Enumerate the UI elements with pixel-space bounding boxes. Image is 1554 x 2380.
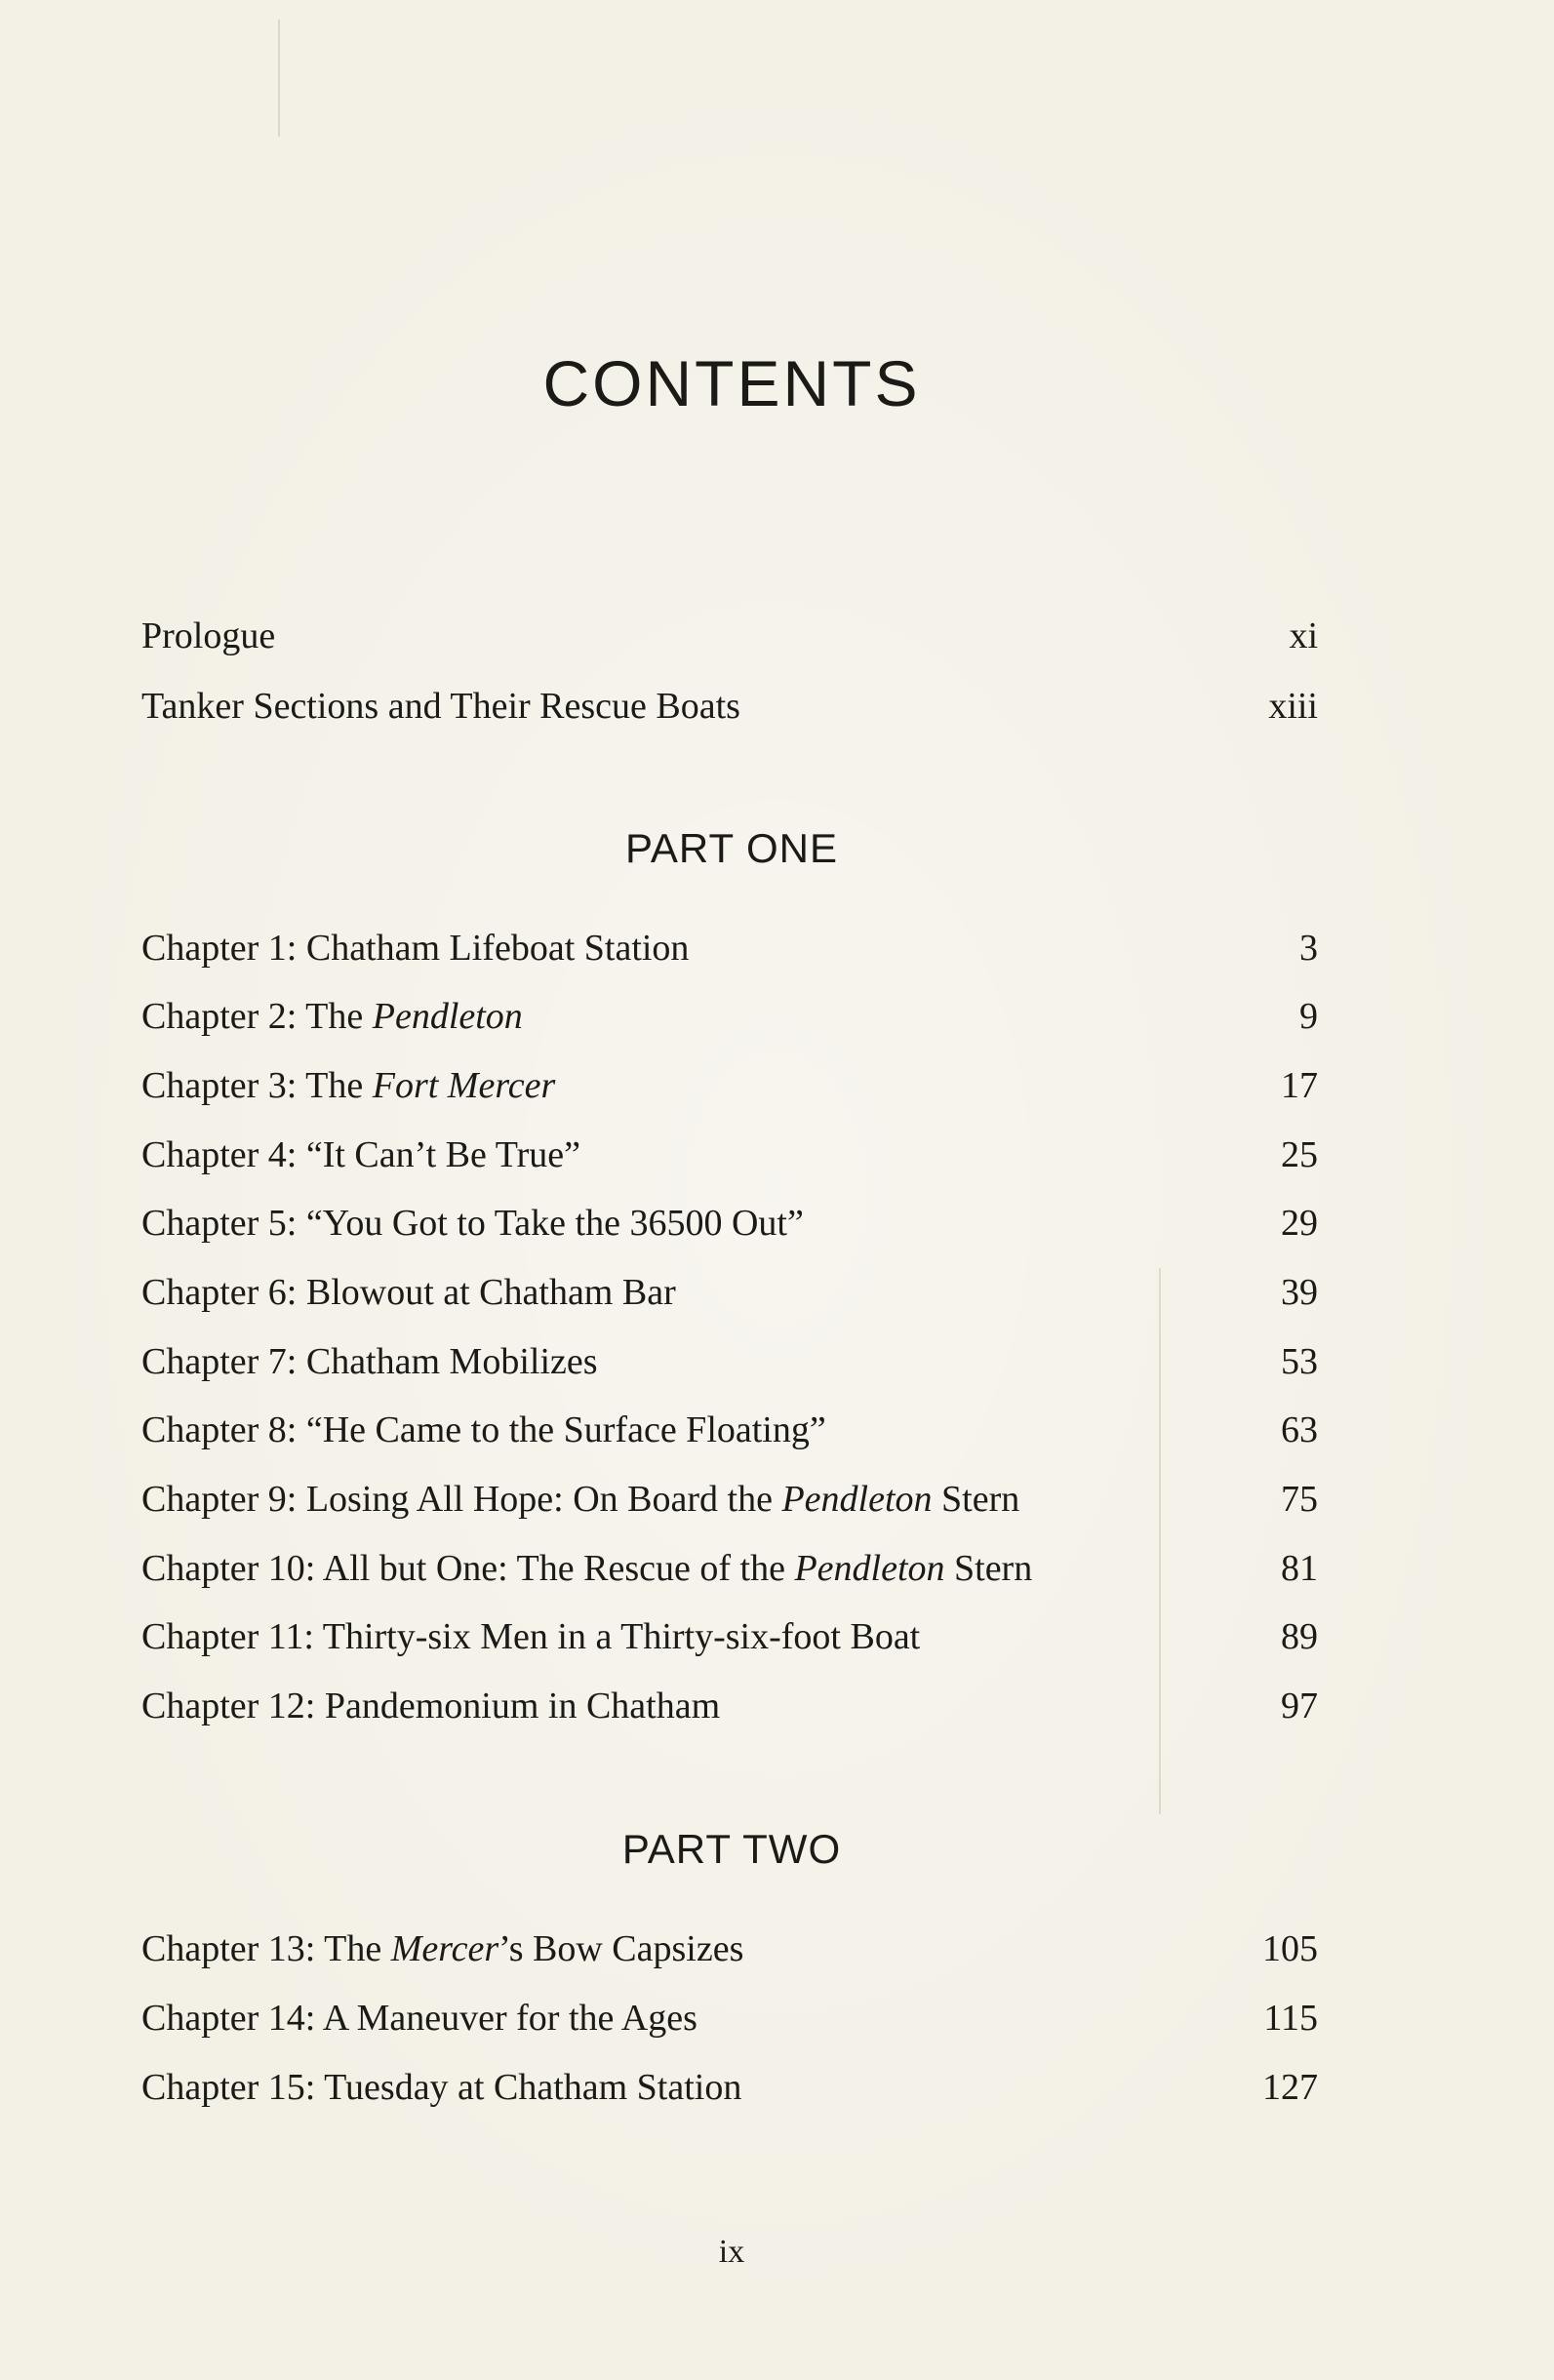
toc-entry-chapter-2 — [141, 987, 1318, 1046]
toc-entry-page: xiii — [1268, 686, 1318, 727]
toc-entry-title: Prologue — [141, 615, 276, 656]
toc-entry-page: 17 — [1281, 1065, 1318, 1106]
toc-entry-page: 97 — [1281, 1686, 1318, 1726]
toc-entry-title: Chapter 6: Blowout at Chatham Bar — [141, 1272, 676, 1313]
toc-entry-page: 3 — [1299, 928, 1318, 969]
toc-entry-chapter-5 — [141, 1194, 1318, 1252]
toc-entry-title: Chapter 5: “You Got to Take the 36500 Out” — [141, 1203, 804, 1244]
toc-entry-chapter-8 — [141, 1401, 1318, 1459]
toc-entry-chapter-15 — [141, 2058, 1318, 2117]
toc-entry-chapter-13 — [141, 1920, 1318, 1978]
toc-entry-title: Chapter 4: “It Can’t Be True” — [141, 1134, 580, 1175]
toc-entry-page: 53 — [1281, 1341, 1318, 1382]
toc-entry-chapter-10 — [141, 1539, 1318, 1598]
part-heading: PART TWO — [621, 1826, 842, 1872]
toc-entry-title: Chapter 9: Losing All Hope: On Board the Pendleton Stern — [141, 1479, 1020, 1520]
toc-entry-title: Chapter 2: The Pendleton — [141, 996, 523, 1037]
toc-entry-chapter-12 — [141, 1677, 1318, 1735]
toc-entry-page: 105 — [1262, 1928, 1318, 1969]
toc-entry-title: Chapter 15: Tuesday at Chatham Station — [141, 2067, 742, 2108]
toc-entry-prologue — [141, 607, 1318, 665]
toc-entry-page: 63 — [1281, 1409, 1318, 1450]
page-number: ix — [718, 2234, 745, 2270]
toc-entry-page: 25 — [1281, 1134, 1318, 1175]
toc-entry-page: 81 — [1281, 1548, 1318, 1589]
part-heading: PART ONE — [624, 825, 839, 871]
toc-entry-page: 29 — [1281, 1203, 1318, 1244]
toc-entry-chapter-6 — [141, 1263, 1318, 1322]
toc-entry-title: Chapter 11: Thirty-six Men in a Thirty-six-foot Boat — [141, 1616, 921, 1657]
toc-entry-chapter-9 — [141, 1470, 1318, 1528]
toc-entry-page: 127 — [1262, 2067, 1318, 2108]
toc-entry-chapter-1 — [141, 919, 1318, 977]
page-title: CONTENTS — [542, 347, 921, 419]
toc-entry-chapter-4 — [141, 1126, 1318, 1184]
toc-entry-chapter-14 — [141, 1989, 1318, 2047]
toc-entry-tanker-sections — [141, 677, 1318, 735]
toc-entry-title: Chapter 1: Chatham Lifeboat Station — [141, 928, 690, 969]
toc-entry-page: 39 — [1281, 1272, 1318, 1313]
toc-entry-page: 9 — [1299, 996, 1318, 1037]
toc-entry-page: 115 — [1263, 1998, 1318, 2039]
toc-entry-title: Chapter 7: Chatham Mobilizes — [141, 1341, 598, 1382]
toc-entry-title: Chapter 3: The Fort Mercer — [141, 1065, 556, 1106]
toc-entry-title: Chapter 8: “He Came to the Surface Floating” — [141, 1409, 826, 1450]
toc-entry-page: 89 — [1281, 1616, 1318, 1657]
page-crease — [278, 20, 280, 137]
toc-entry-title: Chapter 12: Pandemonium in Chatham — [141, 1686, 721, 1726]
toc-entry-title: Tanker Sections and Their Rescue Boats — [141, 686, 740, 727]
toc-entry-page: xi — [1289, 615, 1318, 656]
toc-entry-page: 75 — [1281, 1479, 1318, 1520]
toc-entry-chapter-3 — [141, 1056, 1318, 1115]
toc-entry-chapter-11 — [141, 1607, 1318, 1666]
toc-entry-title: Chapter 14: A Maneuver for the Ages — [141, 1998, 697, 2039]
toc-entry-title: Chapter 10: All but One: The Rescue of the Pendleton Stern — [141, 1548, 1033, 1589]
toc-entry-title: Chapter 13: The Mercer’s Bow Capsizes — [141, 1928, 744, 1969]
toc-entry-chapter-7 — [141, 1332, 1318, 1391]
